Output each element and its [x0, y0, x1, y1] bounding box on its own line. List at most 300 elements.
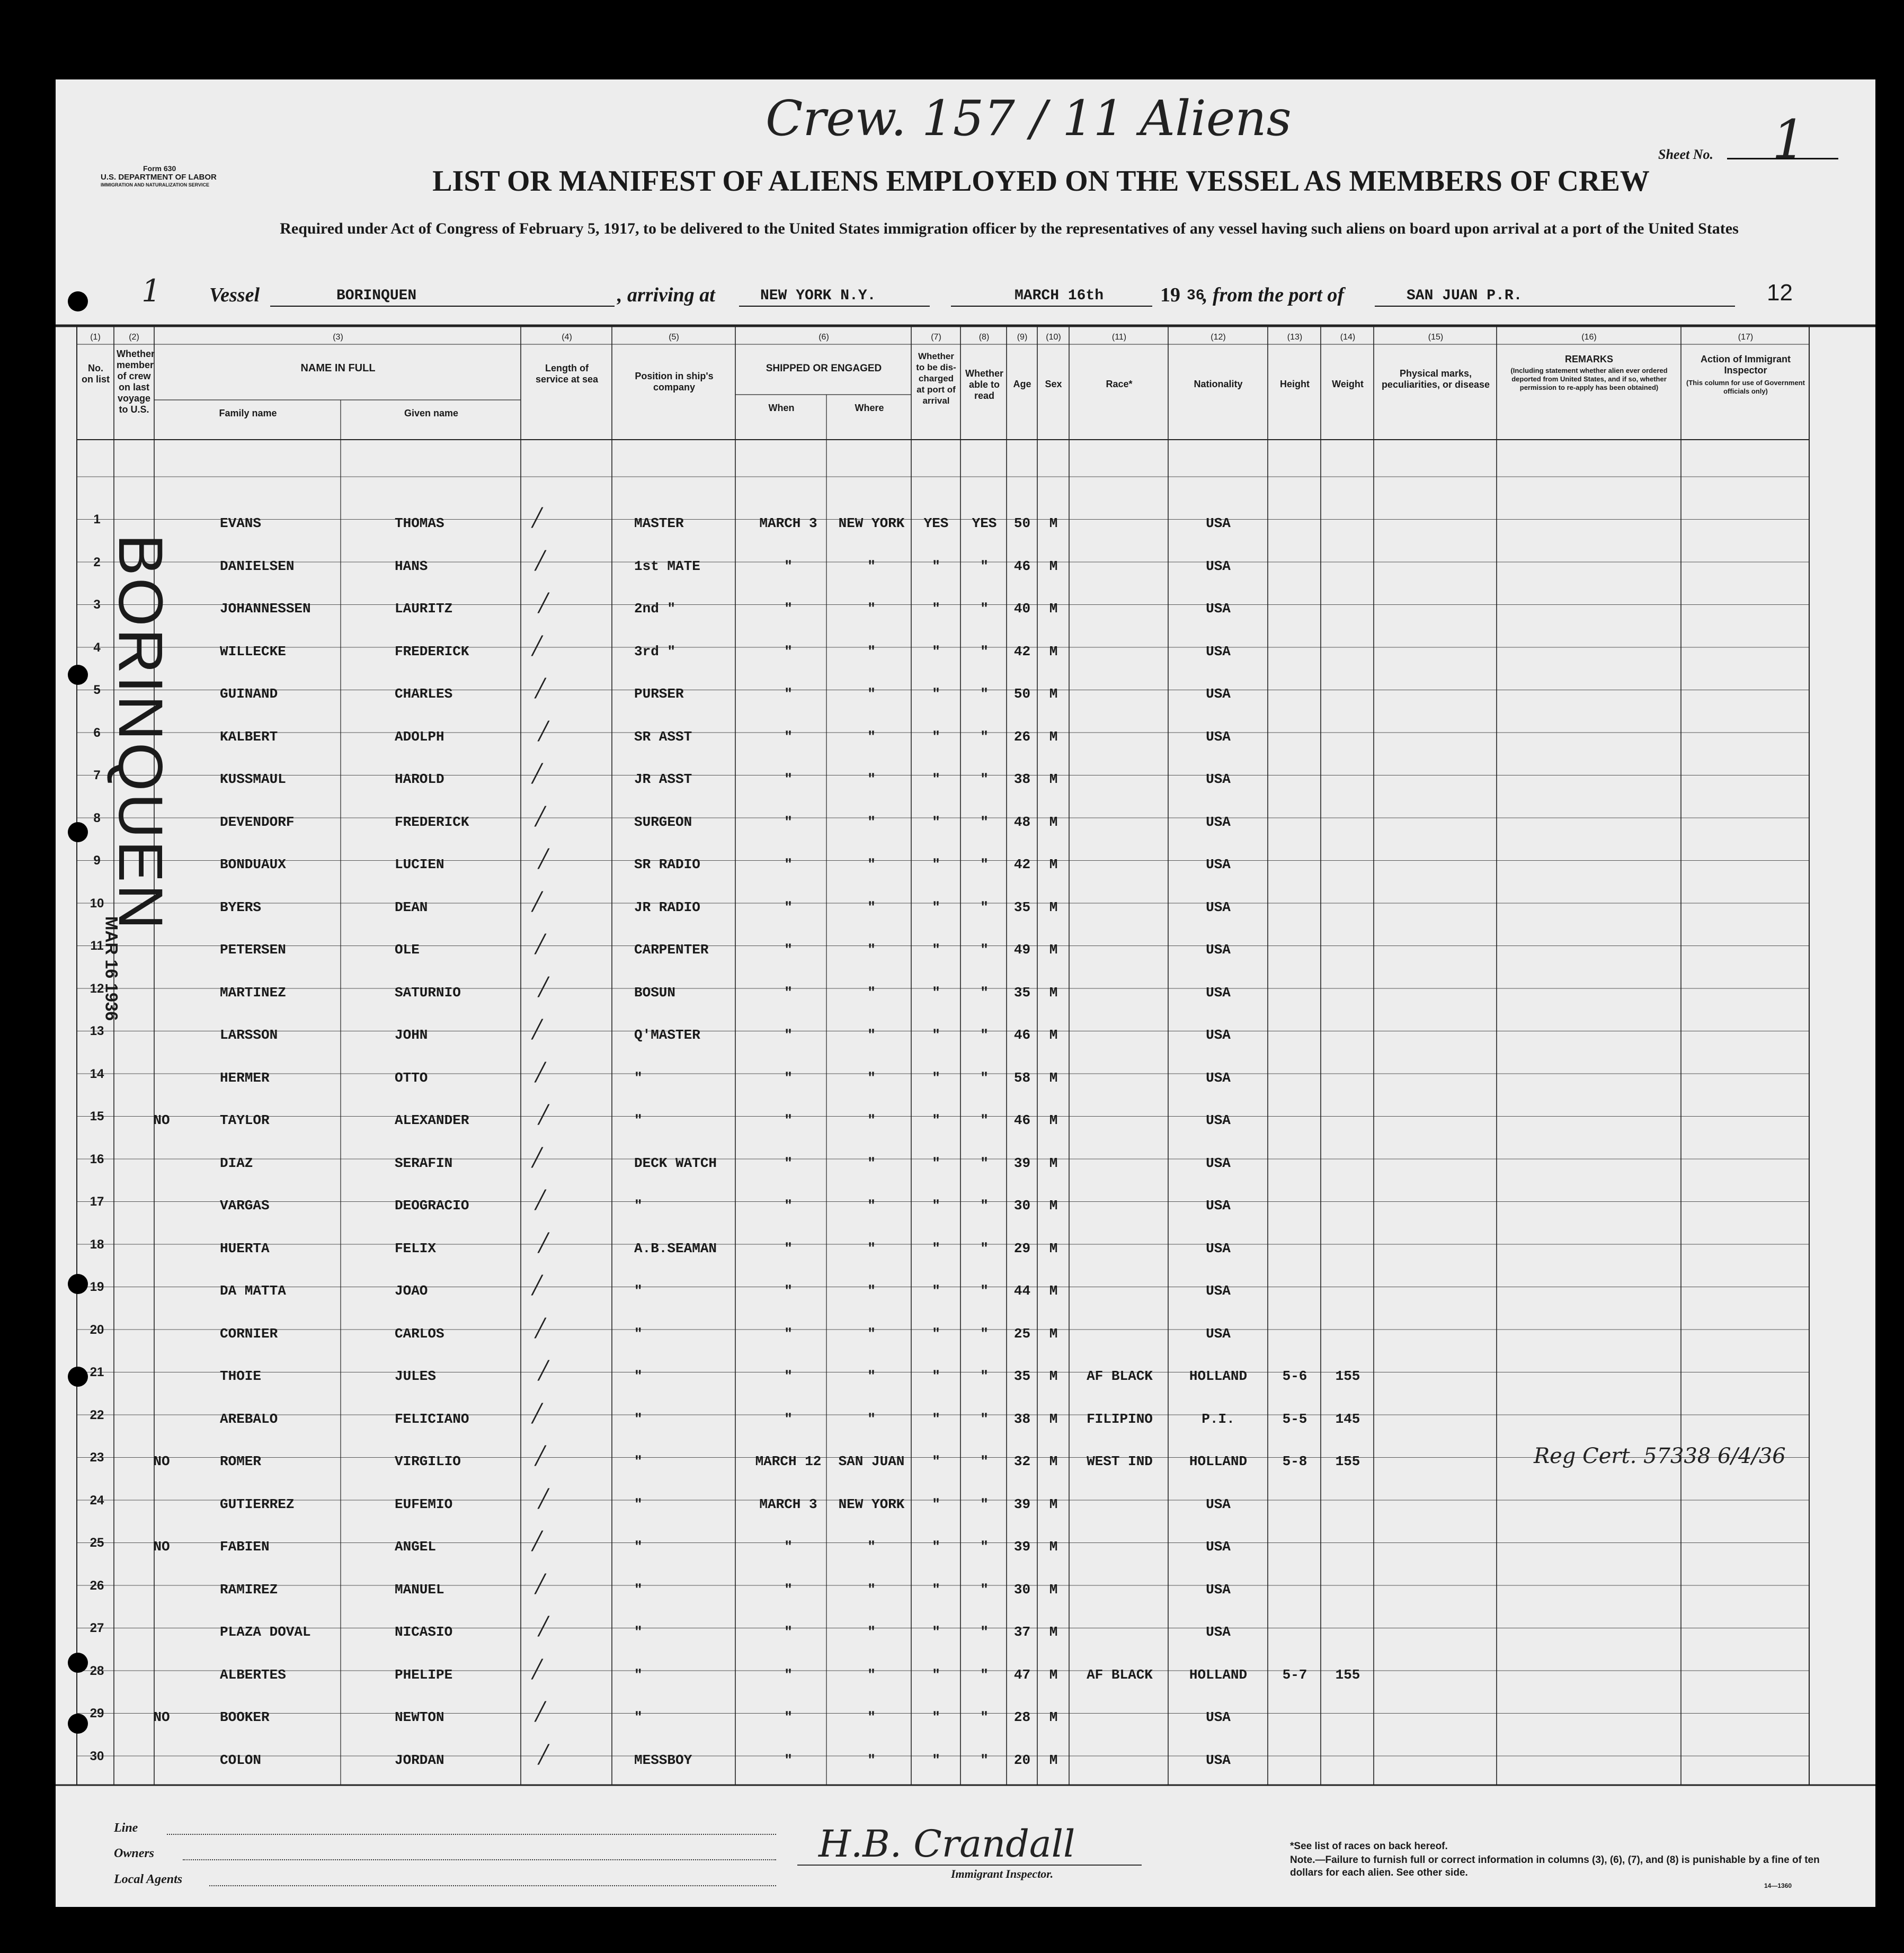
col4-number: (4) [562, 333, 572, 342]
row-position: " [634, 1539, 643, 1555]
row-sex: M [1049, 1069, 1058, 1086]
row-sex: M [1049, 1624, 1058, 1640]
row-family-name: TAYLOR [220, 1112, 270, 1128]
row-age: 46 [1013, 1027, 1031, 1043]
row-shipped-when: " [784, 1069, 793, 1086]
row-family-name: GUINAND [220, 686, 278, 702]
service-check-mark: / [536, 1438, 545, 1473]
row-shipped-where: " [867, 728, 876, 745]
row-given-name: DEOGRACIO [395, 1198, 469, 1214]
row-shipped-where: " [867, 1325, 876, 1342]
row-given-name: PHELIPE [395, 1666, 453, 1683]
row-age: 28 [1013, 1709, 1031, 1725]
col7-number: (7) [931, 333, 941, 342]
row-sex: M [1049, 515, 1058, 531]
row-number: 22 [90, 1407, 104, 1422]
row-number: 2 [93, 555, 101, 569]
punch-hole [68, 822, 88, 842]
row-shipped-when: " [784, 1283, 793, 1299]
row-nationality: HOLLAND [1189, 1666, 1248, 1683]
row-nationality: USA [1206, 771, 1231, 787]
row-shipped-when: " [784, 1112, 793, 1128]
footer-agents-label: Local Agents [114, 1872, 183, 1886]
row-family-name: COLON [220, 1752, 262, 1768]
row-shipped-when: " [784, 1411, 793, 1427]
row-able-to-read: " [980, 942, 989, 958]
service-check-mark: / [539, 1353, 548, 1387]
row-height: 5-7 [1282, 1666, 1307, 1683]
row-age: 42 [1013, 857, 1031, 872]
row-shipped-when: " [784, 814, 793, 830]
row-shipped-when: " [784, 1539, 793, 1555]
service-check-mark: / [536, 542, 545, 577]
row-given-name: HAROLD [395, 771, 444, 787]
row-age: 39 [1013, 1496, 1031, 1512]
row-family-name: BONDUAUX [220, 857, 286, 872]
row-family-name: KUSSMAUL [220, 771, 286, 787]
row-family-name: HERMER [220, 1069, 270, 1086]
row-position: " [634, 1666, 643, 1683]
row-discharged: " [932, 1198, 940, 1214]
row-position: " [634, 1453, 643, 1469]
row-shipped-when: MARCH 12 [755, 1453, 822, 1469]
row-number: 4 [93, 640, 101, 655]
sheet-label: Sheet No. [1658, 147, 1713, 162]
row-sex: M [1049, 1112, 1058, 1128]
row-nationality: USA [1206, 1283, 1231, 1299]
row-number: 21 [90, 1365, 104, 1379]
row-nationality: USA [1206, 814, 1231, 830]
punch-hole [68, 1714, 88, 1734]
row-number: 28 [90, 1663, 104, 1678]
row-age: 35 [1013, 899, 1031, 915]
row-shipped-where: " [867, 899, 876, 915]
row-family-name: BYERS [220, 899, 262, 915]
row-position: " [634, 1709, 643, 1725]
row-age: 26 [1013, 728, 1031, 745]
page-mark: 12 [1767, 280, 1793, 306]
col3-header: NAME IN FULL [300, 362, 376, 374]
row-sex: M [1049, 814, 1058, 830]
row-sex: M [1049, 942, 1058, 958]
col8-number: (8) [978, 333, 990, 342]
row-age: 32 [1013, 1453, 1031, 1469]
service-check-mark: / [536, 1310, 545, 1345]
row-position: SR RADIO [634, 857, 700, 872]
row-discharged: " [932, 1496, 940, 1512]
row-shipped-when: MARCH 3 [759, 1496, 817, 1512]
arriving-label: , arriving at [617, 284, 715, 306]
service-check-mark: / [536, 1182, 545, 1217]
row-able-to-read: " [980, 1752, 989, 1768]
col5-header: Position in ship's company [635, 371, 714, 393]
row-family-name: ALBERTES [220, 1666, 286, 1683]
row-age: 38 [1013, 771, 1031, 787]
row-nationality: USA [1206, 1581, 1231, 1598]
row-discharged: " [932, 1027, 940, 1043]
col16-note: (Including statement whether alien ever ordered deported from United States, and if so, whether permission to re-apply has been obtained) [1510, 367, 1668, 391]
footer-agents-underline [209, 1885, 776, 1886]
row-weight: 155 [1335, 1666, 1360, 1683]
vessel-label: Vessel [209, 284, 260, 306]
row-able-to-read: " [980, 1198, 989, 1214]
row-number: 14 [90, 1066, 104, 1081]
row-sex: M [1049, 1453, 1058, 1469]
row-given-name: LAURITZ [395, 601, 453, 617]
service-check-mark: / [532, 500, 541, 534]
col12-number: (12) [1211, 333, 1226, 342]
row-given-name: JOAO [395, 1283, 428, 1299]
row-family-name: PLAZA DOVAL [220, 1624, 311, 1640]
row-last-voyage: NO [153, 1539, 170, 1555]
service-check-mark: / [532, 1651, 541, 1686]
footer-owners-underline [183, 1859, 776, 1860]
row-number: 1 [93, 512, 101, 527]
row-family-name: EVANS [220, 515, 262, 531]
row-number: 7 [93, 768, 101, 782]
row-sex: M [1049, 984, 1058, 1001]
arriving-port: NEW YORK N.Y. [760, 288, 876, 304]
row-given-name: JOHN [395, 1027, 428, 1043]
row-number: 3 [93, 598, 101, 612]
row-nationality: USA [1206, 1027, 1231, 1043]
row-able-to-read: " [980, 1624, 989, 1640]
row-number: 9 [93, 853, 101, 868]
row-able-to-read: " [980, 1453, 989, 1469]
row-shipped-where: SAN JUAN [838, 1453, 905, 1469]
col6-when-header: When [768, 403, 795, 413]
row-number: 27 [90, 1621, 104, 1635]
row-sex: M [1049, 1581, 1058, 1598]
row-family-name: DEVENDORF [220, 814, 295, 830]
service-check-mark: / [539, 969, 548, 1004]
col7-header: Whether to be dis-charged at port of arrival [916, 351, 956, 406]
row-sex: M [1049, 1240, 1058, 1256]
inspector-label: Immigrant Inspector. [951, 1867, 1054, 1880]
row-given-name: FREDERICK [395, 814, 469, 830]
row-able-to-read: " [980, 1069, 989, 1086]
row-given-name: LUCIEN [395, 857, 444, 872]
row-sex: M [1049, 1496, 1058, 1512]
col13-number: (13) [1287, 333, 1303, 342]
row-shipped-where: " [867, 1624, 876, 1640]
row-family-name: FABIEN [220, 1539, 270, 1555]
row-discharged: " [932, 1666, 940, 1683]
col16-number: (16) [1581, 333, 1597, 342]
punch-hole [68, 291, 88, 311]
row-nationality: HOLLAND [1189, 1453, 1248, 1469]
row-sex: M [1049, 1283, 1058, 1299]
col3-family-header: Family name [219, 408, 277, 418]
row-shipped-when: " [784, 1325, 793, 1342]
row-nationality: USA [1206, 942, 1231, 958]
punch-hole [68, 1653, 88, 1673]
vessel-name: BORINQUEN [336, 288, 417, 304]
row-last-voyage: NO [153, 1453, 170, 1469]
row-nationality: USA [1206, 601, 1231, 617]
row-age: 42 [1013, 643, 1031, 659]
row-position: SURGEON [634, 814, 692, 830]
row-last-voyage: NO [153, 1709, 170, 1725]
row-able-to-read: " [980, 1581, 989, 1598]
row-family-name: JOHANNESSEN [220, 601, 311, 617]
row-shipped-where: " [867, 771, 876, 787]
sheet-number: 1 [1772, 109, 1806, 171]
service-check-mark: / [532, 1012, 541, 1046]
row-shipped-where: " [867, 1155, 876, 1171]
service-check-mark: / [536, 1566, 545, 1601]
row-family-name: MARTINEZ [220, 984, 286, 1001]
penalty-note: Note.—Failure to furnish full or correct information in columns (3), (6), (7), and (8) is punishable by a fine of ten dollars for each alien. See other side. [1290, 1854, 1820, 1878]
row-given-name: VIRGILIO [395, 1453, 461, 1469]
row-age: 46 [1013, 1112, 1031, 1128]
row-shipped-where: " [867, 1069, 876, 1086]
row-nationality: USA [1206, 643, 1231, 659]
row-discharged: " [932, 942, 940, 958]
row-position: " [634, 1496, 643, 1512]
row-given-name: ALEXANDER [395, 1112, 469, 1128]
row-shipped-when: " [784, 1709, 793, 1725]
row-discharged: " [932, 1325, 940, 1342]
row-number: 13 [90, 1024, 104, 1038]
row-shipped-where: " [867, 643, 876, 659]
row-number: 19 [90, 1280, 104, 1294]
service-check-mark: / [532, 628, 541, 663]
row-given-name: DEAN [395, 899, 428, 915]
col17-number: (17) [1738, 333, 1754, 342]
row-age: 50 [1013, 515, 1031, 531]
from-port: SAN JUAN P.R. [1407, 288, 1523, 304]
row-able-to-read: " [980, 814, 989, 830]
row-family-name: AREBALO [220, 1411, 278, 1427]
row-family-name: LARSSON [220, 1027, 278, 1043]
col8-header: Whether able to read [965, 368, 1003, 401]
row-sex: M [1049, 643, 1058, 659]
row-shipped-when: " [784, 643, 793, 659]
row-sex: M [1049, 899, 1058, 915]
row-able-to-read: " [980, 1155, 989, 1171]
row-shipped-where: " [867, 1709, 876, 1725]
row-family-name: DA MATTA [220, 1283, 286, 1299]
col11-header: Race* [1106, 379, 1133, 389]
row-race: AF BLACK [1087, 1368, 1153, 1384]
footer-line-underline [167, 1834, 776, 1835]
row-able-to-read: " [980, 984, 989, 1001]
row-number: 16 [90, 1152, 104, 1166]
row-nationality: USA [1206, 1198, 1231, 1214]
footer-line-label: Line [114, 1821, 138, 1835]
row-nationality: USA [1206, 857, 1231, 872]
form-id: Form 630 [143, 164, 176, 173]
service-name: IMMIGRATION AND NATURALIZATION SERVICE [101, 182, 209, 188]
row-given-name: FREDERICK [395, 643, 469, 659]
row-able-to-read: " [980, 643, 989, 659]
service-check-mark: / [539, 585, 548, 620]
row-number: 15 [90, 1109, 104, 1123]
row-able-to-read: " [980, 728, 989, 745]
row-given-name: ANGEL [395, 1539, 437, 1555]
row-race: FILIPINO [1087, 1411, 1153, 1427]
row-able-to-read: " [980, 899, 989, 915]
list-sheet-no: 1 [141, 273, 161, 309]
col1-number: (1) [90, 333, 101, 342]
row-sex: M [1049, 1368, 1058, 1384]
row-family-name: BOOKER [220, 1709, 270, 1725]
row-position: 3rd " [634, 643, 676, 659]
row-given-name: SATURNIO [395, 984, 461, 1001]
row-number: 25 [90, 1536, 104, 1550]
row-given-name: OTTO [395, 1069, 428, 1086]
col14-header: Weight [1332, 379, 1364, 389]
service-check-mark: / [536, 798, 545, 833]
row-able-to-read: " [980, 1027, 989, 1043]
row-shipped-where: " [867, 942, 876, 958]
row-discharged: " [932, 857, 940, 872]
row-sex: M [1049, 1411, 1058, 1427]
row-shipped-when: " [784, 899, 793, 915]
row-given-name: NICASIO [395, 1624, 453, 1640]
row-number: 17 [90, 1194, 104, 1209]
row-able-to-read: " [980, 857, 989, 872]
row-given-name: SERAFIN [395, 1155, 453, 1171]
row-position: CARPENTER [634, 942, 709, 958]
row-position: 1st MATE [634, 558, 700, 574]
row-number: 24 [90, 1493, 104, 1508]
row-shipped-when: " [784, 1198, 793, 1214]
row-number: 18 [90, 1237, 104, 1252]
row-shipped-when: " [784, 1624, 793, 1640]
row-family-name: GUTIERREZ [220, 1496, 295, 1512]
col12-header: Nationality [1194, 379, 1243, 389]
row-position: " [634, 1581, 643, 1598]
row-sex: M [1049, 1155, 1058, 1171]
col14-number: (14) [1340, 333, 1356, 342]
row-discharged: " [932, 899, 940, 915]
row-family-name: ROMER [220, 1453, 262, 1469]
row-age: 38 [1013, 1411, 1031, 1427]
punch-hole [68, 665, 88, 685]
row-family-name: WILLECKE [220, 643, 286, 659]
row-position: JR RADIO [634, 899, 700, 915]
row-nationality: USA [1206, 558, 1231, 574]
row-shipped-where: " [867, 1027, 876, 1043]
row-position: " [634, 1198, 643, 1214]
col9-header: Age [1013, 379, 1031, 389]
row-able-to-read: " [980, 601, 989, 617]
row-nationality: USA [1206, 686, 1231, 702]
row-given-name: FELIX [395, 1240, 437, 1256]
row-discharged: " [932, 558, 940, 574]
row-given-name: OLE [395, 942, 420, 958]
signature-line [797, 1865, 1142, 1866]
row-age: 48 [1013, 814, 1031, 830]
row-discharged: " [932, 1453, 940, 1469]
col4-header: Length of service at sea [535, 363, 599, 385]
row-shipped-where: " [867, 1283, 876, 1299]
row-age: 50 [1013, 686, 1031, 702]
row-nationality: USA [1206, 1155, 1231, 1171]
row-age: 39 [1013, 1539, 1031, 1555]
service-check-mark: / [539, 841, 548, 876]
row-age: 40 [1013, 601, 1031, 617]
row-age: 47 [1013, 1666, 1031, 1683]
row-number: 29 [90, 1706, 104, 1720]
row-sex: M [1049, 771, 1058, 787]
col9-number: (9) [1017, 333, 1028, 342]
row-shipped-where: NEW YORK [838, 1496, 905, 1512]
row-shipped-when: " [784, 728, 793, 745]
row-shipped-when: " [784, 1581, 793, 1598]
row-age: 29 [1013, 1240, 1031, 1256]
row-position: MESSBOY [634, 1752, 692, 1768]
row-discharged: " [932, 1539, 940, 1555]
row-nationality: USA [1206, 728, 1231, 745]
row-nationality: USA [1206, 1624, 1231, 1640]
service-check-mark: / [539, 1097, 548, 1131]
row-remarks: Reg Cert. 57338 6/4/36 [1534, 1444, 1786, 1468]
row-position: MASTER [634, 515, 684, 531]
row-family-name: KALBERT [220, 728, 278, 745]
row-shipped-when: " [784, 984, 793, 1001]
service-check-mark: / [539, 713, 548, 748]
row-position: " [634, 1112, 643, 1128]
row-age: 25 [1013, 1325, 1031, 1342]
row-shipped-where: " [867, 814, 876, 830]
row-family-name: VARGAS [220, 1198, 270, 1214]
row-number: 11 [90, 939, 104, 953]
row-number: 8 [93, 810, 101, 825]
service-check-mark: / [532, 884, 541, 918]
row-position: SR ASST [634, 728, 692, 745]
row-discharged: " [932, 1624, 940, 1640]
row-sex: M [1049, 686, 1058, 702]
row-race: WEST IND [1087, 1453, 1153, 1469]
service-check-mark: / [532, 1268, 541, 1302]
row-nationality: USA [1206, 1709, 1231, 1725]
row-age: 20 [1013, 1752, 1031, 1768]
row-position: JR ASST [634, 771, 692, 787]
arrival-date: MARCH 16th [1015, 288, 1104, 304]
punch-hole [68, 1367, 88, 1387]
row-family-name: PETERSEN [220, 942, 286, 958]
col2-number: (2) [129, 333, 139, 342]
row-given-name: JORDAN [395, 1752, 444, 1768]
row-discharged: YES [923, 515, 949, 531]
document-title: LIST OR MANIFEST OF ALIENS EMPLOYED ON THE VESSEL AS MEMBERS OF CREW [432, 165, 1650, 198]
row-discharged: " [932, 1368, 940, 1384]
row-nationality: USA [1206, 1539, 1231, 1555]
row-discharged: " [932, 1155, 940, 1171]
row-sex: M [1049, 1198, 1058, 1214]
col15-header: Physical marks, peculiarities, or disease [1381, 368, 1490, 390]
col6-where-header: Where [855, 403, 884, 413]
row-discharged: " [932, 1069, 940, 1086]
row-shipped-where: " [867, 1198, 876, 1214]
row-sex: M [1049, 1539, 1058, 1555]
col3-given-header: Given name [404, 408, 459, 418]
row-able-to-read: " [980, 1539, 989, 1555]
row-sex: M [1049, 728, 1058, 745]
row-able-to-read: " [980, 1709, 989, 1725]
row-position: " [634, 1325, 643, 1342]
row-height: 5-6 [1282, 1368, 1307, 1384]
row-shipped-when: " [784, 686, 793, 702]
row-discharged: " [932, 1411, 940, 1427]
row-nationality: USA [1206, 515, 1231, 531]
col10-header: Sex [1045, 379, 1062, 389]
row-able-to-read: " [980, 1666, 989, 1683]
row-position: " [634, 1624, 643, 1640]
